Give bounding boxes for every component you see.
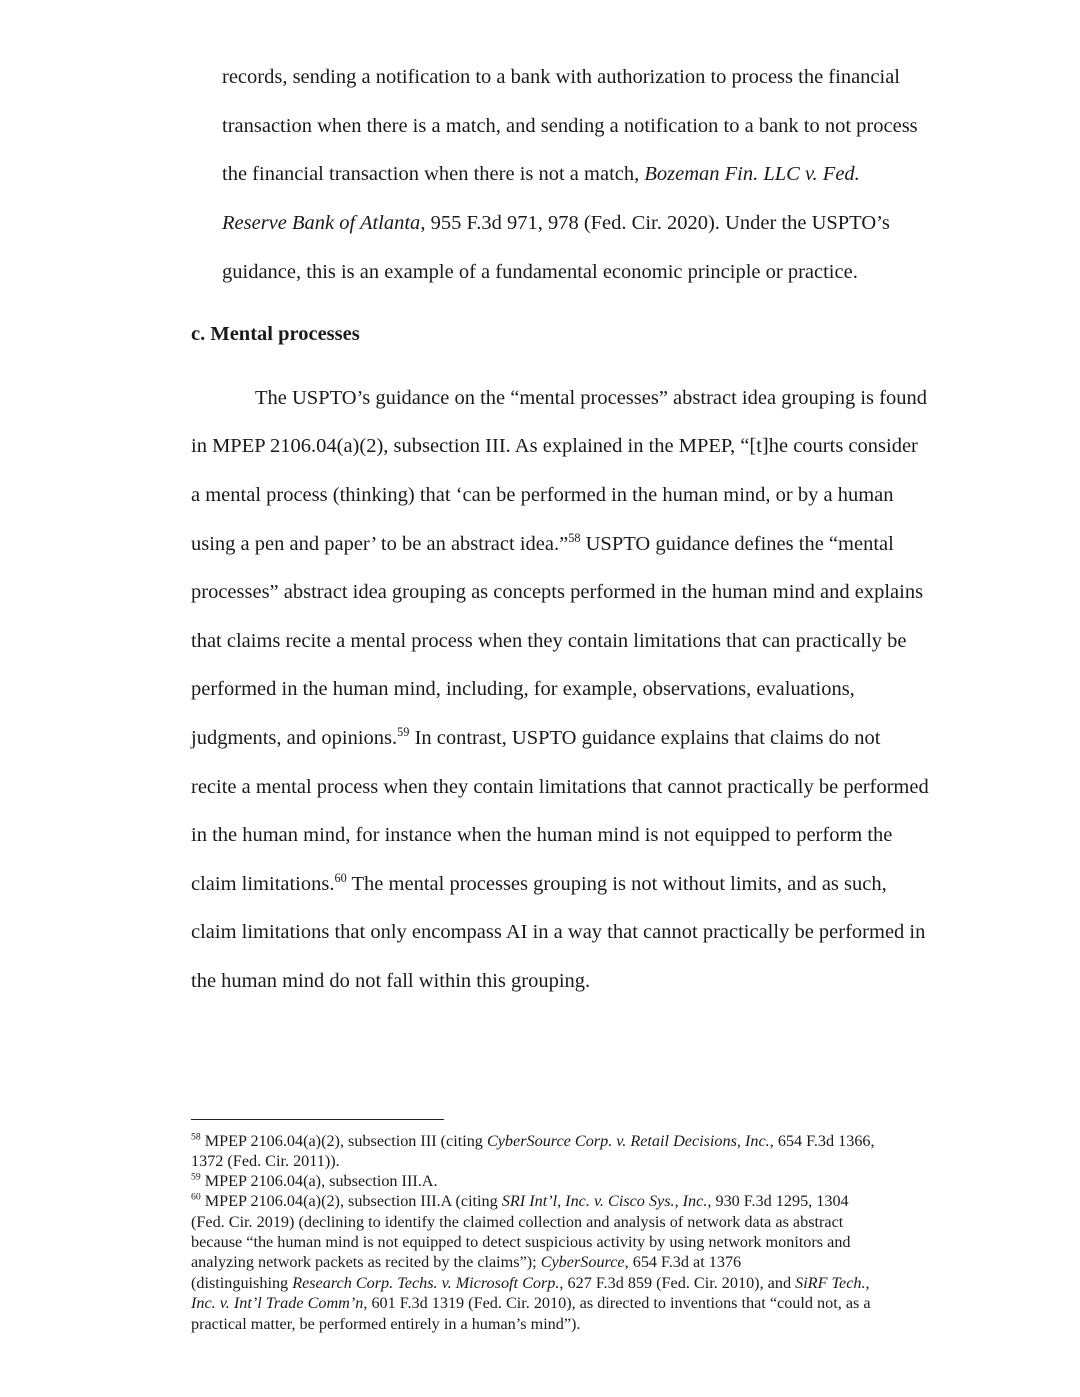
footnote-60-line-5 [191,1275,870,1291]
text: MPEP 2106.04(a)(2), subsection III (citing [200,1132,487,1150]
paragraph-line-6 [191,631,907,652]
footnote-58-line-2 [191,1153,340,1169]
text: analyzing network packets as recited by the claims”); [191,1253,541,1271]
text: (Fed. Cir. 2019) (declining to identify the claimed collection and analysis of network data as abstract [191,1213,844,1231]
case-name: Research Corp. Techs. v. Microsoft Corp. [292,1274,560,1292]
case-name: CyberSource Corp. v. Retail Decisions, Inc. [486,1132,770,1150]
continuation-line-1 [222,67,900,88]
paragraph-line-5 [191,582,923,603]
footnote-60-line-7 [191,1316,581,1332]
continuation-line-5 [222,262,858,283]
text: claim limitations. [191,873,335,895]
text: that claims recite a mental process when they contain limitations that can practically be [191,630,907,652]
paragraph-line-3 [191,485,894,506]
footnote-number: 59 [191,1171,201,1183]
footnote-ref-58[interactable]: 58 [568,531,581,546]
text: the financial transaction when there is not a match, [222,163,645,185]
paragraph-line-13 [191,971,590,992]
text: The USPTO’s guidance on the “mental processes” abstract idea grouping is found [255,387,927,409]
text: the human mind do not fall within this grouping. [191,970,591,992]
footnote-number: 60 [191,1191,201,1203]
text: recite a mental process when they contain limitations that cannot practically be performed [191,776,929,798]
footnote-separator [191,1119,444,1120]
case-name: SRI Int’l, Inc. v. Cisco Sys., Inc. [501,1192,708,1210]
text: processes” abstract idea grouping as concepts performed in the human mind and explains [191,581,924,603]
text: in MPEP 2106.04(a)(2), subsection III. As explained in the MPEP, “[t]he courts consider [191,435,918,457]
text: because “the human mind is not equipped to detect suspicious activity by using network monitors and [191,1233,851,1251]
text: using a pen and paper’ to be an abstract idea.” [191,533,569,555]
case-name: Reserve Bank of Atlanta [222,212,421,234]
footnote-ref-60[interactable]: 60 [334,871,347,886]
text: , 654 F.3d at 1376 [624,1253,742,1271]
text: 1372 (Fed. Cir. 2011)). [191,1152,340,1170]
footnote-60 [191,1193,849,1209]
section-heading: c. Mental processes [191,323,360,345]
paragraph-line-2 [191,436,918,457]
text: , 654 F.3d 1366, [769,1132,875,1150]
text: The mental processes grouping is not without limits, and as such, [346,873,887,895]
paragraph-line-12 [191,922,925,943]
text: MPEP 2106.04(a)(2), subsection III.A (citing [200,1192,502,1210]
continuation-line-4 [222,213,890,234]
paragraph-line-10 [191,825,892,846]
footnote-60-line-3 [191,1234,851,1250]
text: , 930 F.3d 1295, 1304 [707,1192,849,1210]
paragraph-line-1 [255,388,927,409]
text: claim limitations that only encompass AI in a way that cannot practically be performed in [191,921,926,943]
text: In contrast, USPTO guidance explains that claims do not [409,727,881,749]
case-name: CyberSource [540,1253,625,1271]
continuation-line-2 [222,116,918,137]
paragraph-line-7 [191,679,855,700]
footnote-59 [191,1173,438,1189]
footnote-number: 58 [191,1131,201,1143]
text: practical matter, be performed entirely in a human’s mind”). [191,1315,581,1333]
text: a mental process (thinking) that ‘can be performed in the human mind, or by a human [191,484,894,506]
text: in the human mind, for instance when the human mind is not equipped to perform the [191,824,893,846]
text: performed in the human mind, including, for example, observations, evaluations, [191,678,855,700]
text: records, sending a notification to a bank with authorization to process the financial [222,66,901,88]
footnote-58 [191,1133,875,1149]
footnote-60-line-4 [191,1254,741,1270]
case-name: Inc. v. Int’l Trade Comm’n [191,1294,364,1312]
footnote-ref-59[interactable]: 59 [397,725,410,740]
paragraph-line-8 [191,725,881,749]
footnote-60-line-6 [191,1295,871,1311]
text: , 955 F.3d 971, 978 (Fed. Cir. 2020). Under the USPTO’s [420,212,890,234]
text: judgments, and opinions. [191,727,398,749]
text: , 601 F.3d 1319 (Fed. Cir. 2010), as directed to inventions that “could not, as a [363,1294,871,1312]
paragraph-line-11 [191,871,887,895]
text: , 627 F.3d 859 (Fed. Cir. 2010), and [559,1274,796,1292]
text: guidance, this is an example of a fundamental economic principle or practice. [222,261,858,283]
case-name: Bozeman Fin. LLC v. Fed. [644,163,860,185]
text: transaction when there is a match, and sending a notification to a bank to not process [222,115,918,137]
text: MPEP 2106.04(a), subsection III.A. [200,1172,438,1190]
continuation-line-3 [222,164,860,185]
paragraph-line-4 [191,531,894,555]
case-name: SiRF Tech., [795,1274,870,1292]
footnote-60-line-2 [191,1214,843,1230]
text: USPTO guidance defines the “mental [580,533,894,555]
paragraph-line-9 [191,777,929,798]
text: (distinguishing [191,1274,293,1292]
